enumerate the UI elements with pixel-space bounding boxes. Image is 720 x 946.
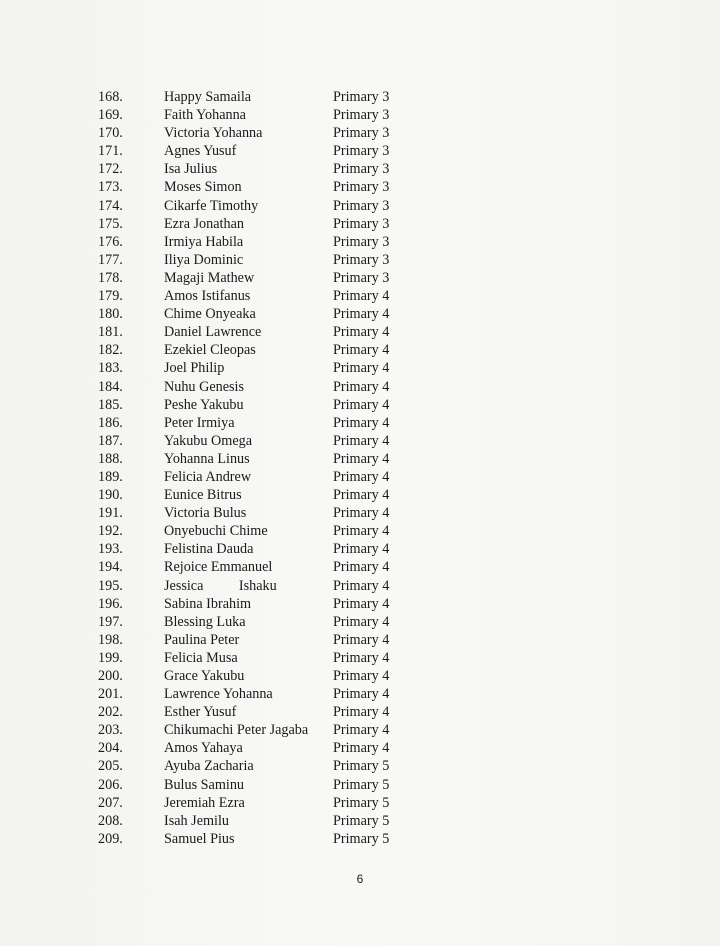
list-item bbox=[0, 830, 720, 848]
entry-number: 190. bbox=[98, 487, 123, 504]
entry-name: Sabina Ibrahim bbox=[164, 595, 252, 612]
entry-name: Moses Simon bbox=[164, 179, 242, 196]
entry-class: Primary 4 bbox=[333, 487, 390, 504]
entry-name: Isa Julius bbox=[164, 161, 218, 178]
entry-name: Ayuba Zacharia bbox=[164, 758, 254, 775]
entry-class: Primary 4 bbox=[333, 722, 390, 739]
list-item bbox=[0, 577, 720, 595]
list-item bbox=[0, 251, 720, 269]
entry-class: Primary 4 bbox=[333, 360, 390, 377]
entry-name: Blessing Luka bbox=[164, 613, 246, 630]
entry-name: Jeremiah Ezra bbox=[164, 794, 245, 811]
list-item bbox=[0, 468, 720, 486]
entry-class: Primary 3 bbox=[333, 215, 390, 232]
list-item bbox=[0, 233, 720, 251]
entry-class: Primary 4 bbox=[333, 541, 390, 558]
entry-class: Primary 4 bbox=[333, 432, 390, 449]
entry-number: 178. bbox=[98, 269, 123, 286]
entry-class: Primary 4 bbox=[333, 414, 390, 431]
entry-name: Iliya Dominic bbox=[164, 251, 244, 268]
list-item bbox=[0, 703, 720, 721]
entry-number: 170. bbox=[98, 125, 123, 142]
entry-class: Primary 3 bbox=[333, 179, 390, 196]
entry-class: Primary 4 bbox=[333, 306, 390, 323]
entry-class: Primary 4 bbox=[333, 559, 390, 576]
entry-number: 196. bbox=[98, 595, 123, 612]
entry-name: Nuhu Genesis bbox=[164, 378, 244, 395]
list-item bbox=[0, 287, 720, 305]
entry-name: Yakubu Omega bbox=[164, 432, 253, 449]
list-item bbox=[0, 685, 720, 703]
list-item bbox=[0, 776, 720, 794]
entry-name: Faith Yohanna bbox=[164, 107, 246, 124]
student-list bbox=[0, 88, 720, 848]
entry-name: Felistina Dauda bbox=[164, 541, 254, 558]
entry-name: Joel Philip bbox=[164, 360, 225, 377]
entry-class: Primary 4 bbox=[333, 704, 390, 721]
entry-number: 193. bbox=[98, 541, 123, 558]
entry-name: Jessica Ishaku bbox=[164, 577, 277, 594]
entry-number: 177. bbox=[98, 251, 123, 268]
entry-number: 205. bbox=[98, 758, 123, 775]
list-item bbox=[0, 450, 720, 468]
list-item bbox=[0, 721, 720, 739]
list-item bbox=[0, 812, 720, 830]
entry-number: 203. bbox=[98, 722, 123, 739]
list-item bbox=[0, 160, 720, 178]
entry-number: 173. bbox=[98, 179, 123, 196]
list-item bbox=[0, 215, 720, 233]
list-item bbox=[0, 269, 720, 287]
list-item bbox=[0, 88, 720, 106]
entry-class: Primary 4 bbox=[333, 577, 390, 594]
entry-number: 179. bbox=[98, 288, 123, 305]
entry-name: Cikarfe Timothy bbox=[164, 197, 259, 214]
list-item bbox=[0, 540, 720, 558]
entry-number: 201. bbox=[98, 686, 123, 703]
entry-class: Primary 4 bbox=[333, 740, 390, 757]
entry-class: Primary 4 bbox=[333, 468, 390, 485]
entry-number: 172. bbox=[98, 161, 123, 178]
list-item bbox=[0, 739, 720, 757]
entry-number: 181. bbox=[98, 324, 123, 341]
entry-name: Agnes Yusuf bbox=[164, 143, 237, 160]
entry-name: Magaji Mathew bbox=[164, 269, 255, 286]
entry-name: Chikumachi Peter Jagaba bbox=[164, 722, 309, 739]
list-item bbox=[0, 414, 720, 432]
entry-name: Amos Yahaya bbox=[164, 740, 243, 757]
entry-number: 202. bbox=[98, 704, 123, 721]
entry-number: 184. bbox=[98, 378, 123, 395]
entry-number: 185. bbox=[98, 396, 123, 413]
entry-number: 174. bbox=[98, 197, 123, 214]
list-item bbox=[0, 142, 720, 160]
entry-name: Felicia Andrew bbox=[164, 468, 252, 485]
entry-class: Primary 3 bbox=[333, 161, 390, 178]
page-number: 6 bbox=[356, 872, 364, 886]
entry-class: Primary 5 bbox=[333, 812, 390, 829]
entry-number: 194. bbox=[98, 559, 123, 576]
entry-class: Primary 4 bbox=[333, 378, 390, 395]
entry-class: Primary 3 bbox=[333, 107, 390, 124]
entry-class: Primary 3 bbox=[333, 143, 390, 160]
entry-class: Primary 4 bbox=[333, 668, 390, 684]
entry-name: Esther Yusuf bbox=[164, 704, 237, 721]
entry-class: Primary 4 bbox=[333, 505, 390, 522]
entry-class: Primary 3 bbox=[333, 89, 390, 105]
list-item bbox=[0, 757, 720, 775]
list-item bbox=[0, 667, 720, 685]
entry-number: 175. bbox=[98, 215, 123, 232]
entry-number: 180. bbox=[98, 306, 123, 323]
entry-class: Primary 5 bbox=[333, 794, 390, 811]
list-item bbox=[0, 595, 720, 613]
entry-class: Primary 3 bbox=[333, 251, 390, 268]
entry-class: Primary 4 bbox=[333, 450, 390, 467]
entry-name: Samuel Pius bbox=[164, 830, 235, 847]
entry-class: Primary 4 bbox=[333, 686, 390, 703]
entry-name: Ezekiel Cleopas bbox=[164, 342, 256, 359]
entry-class: Primary 4 bbox=[333, 595, 390, 612]
entry-class: Primary 3 bbox=[333, 125, 390, 142]
entry-number: 208. bbox=[98, 812, 123, 829]
entry-class: Primary 4 bbox=[333, 523, 390, 540]
entry-class: Primary 4 bbox=[333, 631, 390, 648]
entry-number: 198. bbox=[98, 631, 123, 648]
list-item bbox=[0, 106, 720, 124]
entry-class: Primary 4 bbox=[333, 342, 390, 359]
entry-class: Primary 3 bbox=[333, 197, 390, 214]
list-item bbox=[0, 124, 720, 142]
entry-number: 169. bbox=[98, 107, 123, 124]
entry-class: Primary 5 bbox=[333, 830, 390, 847]
entry-number: 192. bbox=[98, 523, 123, 540]
list-item bbox=[0, 359, 720, 377]
entry-name: Happy Samaila bbox=[164, 89, 252, 105]
list-item bbox=[0, 522, 720, 540]
list-item bbox=[0, 378, 720, 396]
entry-number: 189. bbox=[98, 468, 123, 485]
list-item bbox=[0, 631, 720, 649]
list-item bbox=[0, 305, 720, 323]
list-item bbox=[0, 178, 720, 196]
entry-name: Felicia Musa bbox=[164, 649, 238, 666]
entry-name: Amos Istifanus bbox=[164, 288, 251, 305]
entry-name: Chime Onyeaka bbox=[164, 306, 256, 323]
entry-class: Primary 4 bbox=[333, 324, 390, 341]
entry-number: 204. bbox=[98, 740, 123, 757]
entry-class: Primary 5 bbox=[333, 776, 390, 793]
entry-class: Primary 5 bbox=[333, 758, 390, 775]
entry-number: 206. bbox=[98, 776, 123, 793]
list-item bbox=[0, 197, 720, 215]
entry-name: Onyebuchi Chime bbox=[164, 523, 268, 540]
entry-number: 168. bbox=[98, 89, 123, 105]
list-item bbox=[0, 649, 720, 667]
entry-number: 207. bbox=[98, 794, 123, 811]
entry-number: 187. bbox=[98, 432, 123, 449]
list-item bbox=[0, 558, 720, 576]
entry-name: Rejoice Emmanuel bbox=[164, 559, 273, 576]
entry-name: Victoria Bulus bbox=[164, 505, 247, 522]
entry-class: Primary 3 bbox=[333, 233, 390, 250]
entry-class: Primary 4 bbox=[333, 396, 390, 413]
entry-number: 191. bbox=[98, 505, 123, 522]
entry-name: Eunice Bitrus bbox=[164, 487, 242, 504]
entry-class: Primary 4 bbox=[333, 288, 390, 305]
list-item bbox=[0, 794, 720, 812]
list-item bbox=[0, 486, 720, 504]
entry-class: Primary 4 bbox=[333, 613, 390, 630]
entry-class: Primary 4 bbox=[333, 649, 390, 666]
entry-number: 209. bbox=[98, 830, 123, 847]
entry-name: Peshe Yakubu bbox=[164, 396, 244, 413]
entry-name: Grace Yakubu bbox=[164, 668, 245, 684]
entry-name: Bulus Saminu bbox=[164, 776, 245, 793]
entry-number: 171. bbox=[98, 143, 123, 160]
entry-number: 200. bbox=[98, 668, 123, 684]
list-item bbox=[0, 396, 720, 414]
entry-number: 186. bbox=[98, 414, 123, 431]
entry-name: Lawrence Yohanna bbox=[164, 686, 273, 703]
entry-number: 176. bbox=[98, 233, 123, 250]
entry-number: 197. bbox=[98, 613, 123, 630]
entry-number: 183. bbox=[98, 360, 123, 377]
entry-number: 199. bbox=[98, 649, 123, 666]
entry-class: Primary 3 bbox=[333, 269, 390, 286]
entry-name: Daniel Lawrence bbox=[164, 324, 262, 341]
entry-name: Isah Jemilu bbox=[164, 812, 230, 829]
list-item bbox=[0, 504, 720, 522]
entry-number: 188. bbox=[98, 450, 123, 467]
list-item bbox=[0, 432, 720, 450]
entry-name: Peter Irmiya bbox=[164, 414, 235, 431]
entry-number: 182. bbox=[98, 342, 123, 359]
list-item bbox=[0, 323, 720, 341]
list-item bbox=[0, 341, 720, 359]
entry-number: 195. bbox=[98, 577, 123, 594]
entry-name: Victoria Yohanna bbox=[164, 125, 263, 142]
list-item bbox=[0, 613, 720, 631]
entry-name: Yohanna Linus bbox=[164, 450, 250, 467]
entry-name: Ezra Jonathan bbox=[164, 215, 244, 232]
entry-name: Irmiya Habila bbox=[164, 233, 244, 250]
entry-name: Paulina Peter bbox=[164, 631, 240, 648]
